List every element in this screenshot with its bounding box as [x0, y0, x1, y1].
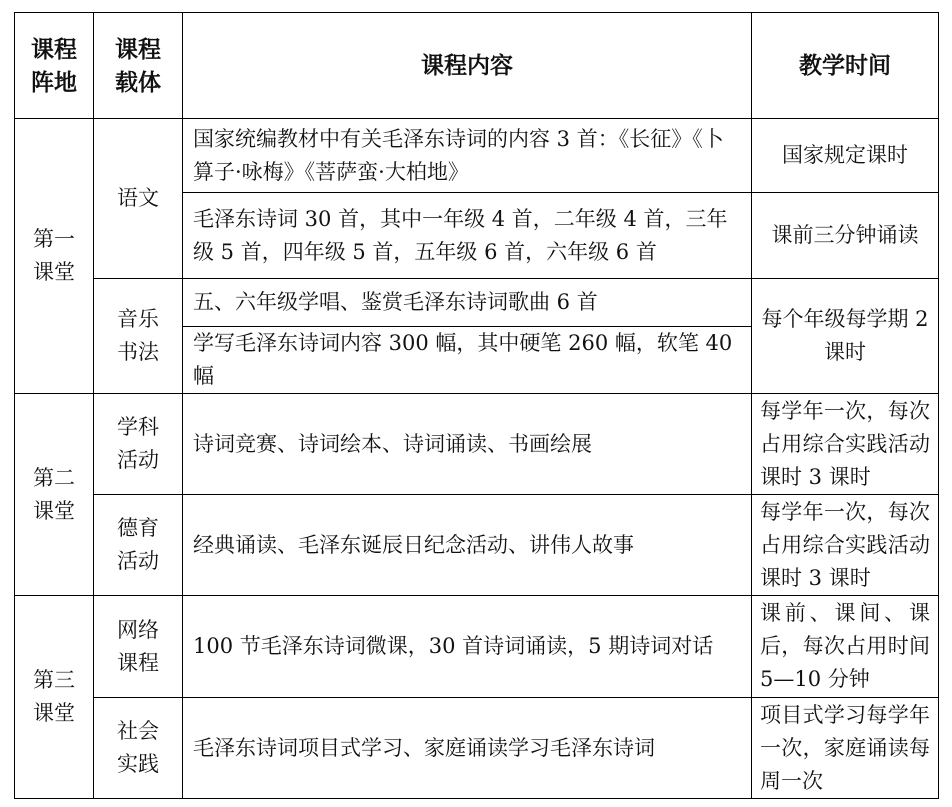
carrier-online-course: 网络 课程 [94, 596, 183, 698]
content-cell: 100 节毛泽东诗词微课，30 首诗词诵读，5 期诗词对话 [183, 596, 752, 698]
carrier-chinese: 语文 [94, 119, 183, 279]
time-cell: 课前、课间、课后，每次占用时间 5—10 分钟 [752, 596, 939, 698]
content-cell: 诗词竞赛、诗词绘本、诗词诵读、书画绘展 [183, 394, 752, 495]
time-cell: 每个年级每学期 2 课时 [752, 279, 939, 394]
carrier-music-calligraphy: 音乐 书法 [94, 279, 183, 394]
content-cell: 国家统编教材中有关毛泽东诗词的内容 3 首：《长征》《卜算子·咏梅》《菩萨蛮·大柏地》 [183, 119, 752, 193]
table-row [15, 596, 939, 698]
content-cell: 五、六年级学唱、鉴赏毛泽东诗词歌曲 6 首 [183, 279, 752, 327]
content-cell: 经典诵读、毛泽东诞辰日纪念活动、讲伟人故事 [183, 495, 752, 596]
carrier-subject-activity: 学科 活动 [94, 394, 183, 495]
header-carrier: 课程 载体 [94, 13, 183, 119]
header-time: 教学时间 [752, 13, 939, 119]
table-row [15, 279, 939, 327]
content-cell: 学写毛泽东诗词内容 300 幅，其中硬笔 260 幅，软笔 40 幅 [183, 327, 752, 394]
curriculum-table-container [14, 12, 938, 797]
carrier-social-practice: 社会 实践 [94, 698, 183, 799]
header-row [15, 13, 939, 119]
time-cell: 每学年一次，每次占用综合实践活动课时 3 课时 [752, 394, 939, 495]
header-content: 课程内容 [183, 13, 752, 119]
arena-third-class: 第三 课堂 [15, 596, 94, 799]
time-cell: 每学年一次，每次占用综合实践活动课时 3 课时 [752, 495, 939, 596]
time-cell: 国家规定课时 [752, 119, 939, 193]
header-arena: 课程 阵地 [15, 13, 94, 119]
table-row [15, 119, 939, 193]
table-row [15, 495, 939, 596]
table-row [15, 698, 939, 799]
curriculum-table [14, 12, 939, 799]
time-cell: 项目式学习每学年一次，家庭诵读每周一次 [752, 698, 939, 799]
time-cell: 课前三分钟诵读 [752, 193, 939, 279]
arena-first-class: 第一 课堂 [15, 119, 94, 394]
carrier-moral-activity: 德育 活动 [94, 495, 183, 596]
arena-second-class: 第二 课堂 [15, 394, 94, 596]
content-cell: 毛泽东诗词 30 首，其中一年级 4 首，二年级 4 首，三年级 5 首，四年级 5 首，五年级 6 首，六年级 6 首 [183, 193, 752, 279]
table-row [15, 394, 939, 495]
content-cell: 毛泽东诗词项目式学习、家庭诵读学习毛泽东诗词 [183, 698, 752, 799]
